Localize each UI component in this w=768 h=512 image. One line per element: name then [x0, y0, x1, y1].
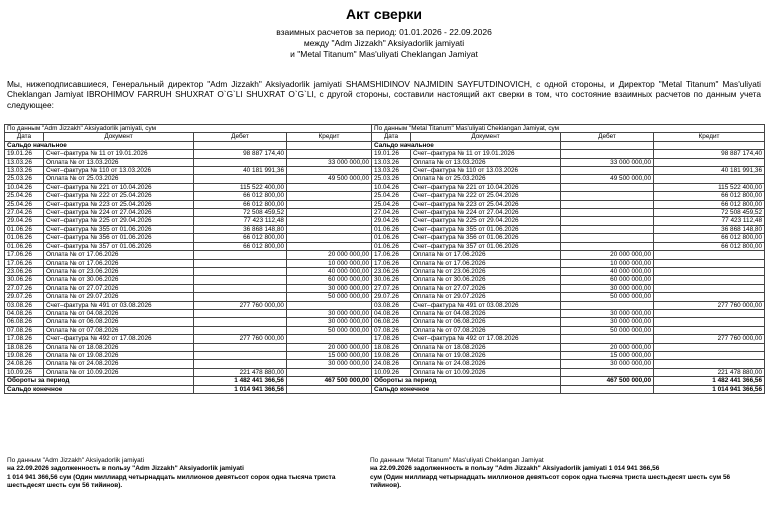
row-document: Счет–фактура № 223 от 25.04.2026: [411, 200, 561, 208]
row-date: 19.08.26: [372, 351, 411, 359]
row-document: Счет–фактура № 357 от 01.06.2026: [411, 242, 561, 250]
row-document: Счет–фактура № 356 от 01.06.2026: [411, 234, 561, 242]
right-party-header: По данным "Metal Titanum" Mas'uliyati Cheklangan Jamiyat, сум: [372, 125, 765, 133]
row-left-credit: 60 000 000,00: [287, 276, 372, 284]
row-document: Оплата № от 19.08.2026: [411, 351, 561, 359]
row-document: Счет–фактура № 221 от 10.04.2026: [44, 183, 194, 191]
row-left-credit: 30 000 000,00: [287, 360, 372, 368]
row-left-credit: 50 000 000,00: [287, 326, 372, 334]
row-document: Счет–фактура № 491 от 03.08.2026: [44, 301, 194, 309]
row-document: Оплата № от 07.08.2026: [411, 326, 561, 334]
row-right-credit: 277 760 000,00: [654, 301, 765, 309]
row-document: Счет–фактура № 11 от 19.01.2026: [411, 150, 561, 158]
table-row: [5, 175, 765, 183]
row-date: 19.01.26: [5, 150, 44, 158]
row-right-debit: 30 000 000,00: [561, 318, 654, 326]
row-date: 25.04.26: [372, 192, 411, 200]
party-a-line: между "Adm Jizzakh" Aksiyadorlik jamiyati: [303, 38, 465, 48]
row-date: 17.06.26: [5, 259, 44, 267]
row-left-credit: 40 000 000,00: [287, 267, 372, 275]
reconciliation-table: [4, 124, 765, 394]
row-date: 23.06.26: [5, 267, 44, 275]
col-date: Дата: [5, 133, 44, 141]
col-debit: Дебет: [194, 133, 287, 141]
row-left-debit: 40 181 991,36: [194, 167, 287, 175]
row-document: Счет–фактура № 355 от 01.06.2026: [44, 225, 194, 233]
row-date: 07.08.26: [372, 326, 411, 334]
row-document: Счет–фактура № 491 от 03.08.2026: [411, 301, 561, 309]
row-document: Счет–фактура № 222 от 25.04.2026: [44, 192, 194, 200]
row-document: Оплата № от 13.03.2026: [44, 158, 194, 166]
row-date: 01.06.26: [372, 225, 411, 233]
row-document: Оплата № от 04.08.2026: [44, 309, 194, 317]
row-date: 30.06.26: [372, 276, 411, 284]
row-right-debit: 30 000 000,00: [561, 309, 654, 317]
row-document: Оплата № от 24.08.2026: [411, 360, 561, 368]
table-row: [5, 326, 765, 334]
row-right-debit: [561, 200, 654, 208]
row-right-credit: 277 760 000,00: [654, 335, 765, 343]
row-document: Оплата № от 17.06.2026: [411, 259, 561, 267]
row-right-debit: 15 000 000,00: [561, 351, 654, 359]
row-document: Оплата № от 23.06.2026: [44, 267, 194, 275]
row-left-debit: [194, 276, 287, 284]
row-right-credit: [654, 276, 765, 284]
row-date: 04.08.26: [372, 309, 411, 317]
row-date: 13.03.26: [5, 158, 44, 166]
turnover-left-credit: 467 500 000,00: [287, 377, 372, 385]
row-date: 01.06.26: [372, 242, 411, 250]
row-document: Оплата № от 17.06.2026: [411, 251, 561, 259]
row-right-debit: 20 000 000,00: [561, 251, 654, 259]
row-document: Оплата № от 24.08.2026: [44, 360, 194, 368]
row-right-debit: [561, 234, 654, 242]
table-row: [5, 284, 765, 292]
table-row: [5, 276, 765, 284]
party-b-line: и "Metal Titanum" Mas'uliyati Cheklangan Jamiyat: [290, 49, 478, 59]
row-left-debit: [194, 343, 287, 351]
table-row: [5, 267, 765, 275]
row-left-debit: [194, 293, 287, 301]
row-document: Счет–фактура № 355 от 01.06.2026: [411, 225, 561, 233]
row-right-debit: [561, 242, 654, 250]
row-left-debit: [194, 158, 287, 166]
row-document: Счет–фактура № 225 от 29.04.2026: [44, 217, 194, 225]
row-document: Оплата № от 19.08.2026: [44, 351, 194, 359]
table-row: [5, 343, 765, 351]
row-right-credit: 77 423 112,48: [654, 217, 765, 225]
row-date: 18.08.26: [5, 343, 44, 351]
col-credit: Кредит: [287, 133, 372, 141]
row-left-credit: [287, 183, 372, 191]
row-left-credit: [287, 200, 372, 208]
row-right-debit: 30 000 000,00: [561, 284, 654, 292]
row-left-credit: 15 000 000,00: [287, 351, 372, 359]
row-right-credit: [654, 343, 765, 351]
row-right-credit: 36 868 148,80: [654, 225, 765, 233]
row-left-debit: 115 522 400,00: [194, 183, 287, 191]
row-left-credit: 30 000 000,00: [287, 318, 372, 326]
table-row: [5, 309, 765, 317]
row-date: 29.07.26: [5, 293, 44, 301]
row-right-credit: [654, 259, 765, 267]
row-right-credit: [654, 351, 765, 359]
row-document: Оплата № от 25.03.2026: [44, 175, 194, 183]
row-right-debit: 60 000 000,00: [561, 276, 654, 284]
table-row: [5, 301, 765, 309]
row-date: 27.04.26: [5, 209, 44, 217]
footer-left: [7, 457, 367, 490]
row-right-debit: [561, 183, 654, 191]
row-date: 03.08.26: [372, 301, 411, 309]
row-left-debit: [194, 326, 287, 334]
row-right-debit: [561, 167, 654, 175]
row-left-credit: [287, 167, 372, 175]
col-document: Документ: [44, 133, 194, 141]
table-row: [5, 234, 765, 242]
row-date: 17.06.26: [372, 259, 411, 267]
col-credit: Кредит: [654, 133, 765, 141]
row-right-credit: 221 478 880,00: [654, 368, 765, 376]
row-right-debit: 50 000 000,00: [561, 293, 654, 301]
row-document: Оплата № от 17.06.2026: [44, 251, 194, 259]
row-right-debit: 50 000 000,00: [561, 326, 654, 334]
row-document: Счет–фактура № 110 от 13.03.2026: [44, 167, 194, 175]
footer-left-party: По данным "Adm Jizzakh" Aksiyadorlik jamiyati: [7, 457, 145, 464]
row-date: 25.04.26: [5, 192, 44, 200]
table-row: [5, 167, 765, 175]
row-right-debit: 40 000 000,00: [561, 267, 654, 275]
row-right-credit: [654, 360, 765, 368]
row-document: Оплата № от 29.07.2026: [44, 293, 194, 301]
row-date: 17.06.26: [5, 251, 44, 259]
footer-right-amount-words: сум (Один миллиард четырнадцать миллионов девятьсот сорок одна тысяча триста шестьдесят шесть сум 56 тийинов).: [370, 473, 731, 489]
row-left-credit: [287, 368, 372, 376]
row-date: 29.04.26: [372, 217, 411, 225]
row-left-credit: [287, 242, 372, 250]
row-date: 29.07.26: [372, 293, 411, 301]
row-right-credit: 66 012 800,00: [654, 200, 765, 208]
table-row: [5, 242, 765, 250]
row-document: Оплата № от 06.08.2026: [411, 318, 561, 326]
row-right-credit: 72 508 459,52: [654, 209, 765, 217]
row-document: Оплата № от 10.09.2026: [44, 368, 194, 376]
row-date: 10.09.26: [5, 368, 44, 376]
closing-right-credit: 1 014 941 366,56: [654, 385, 765, 393]
row-date: 29.04.26: [5, 217, 44, 225]
row-document: Оплата № от 06.08.2026: [44, 318, 194, 326]
row-left-debit: [194, 267, 287, 275]
row-document: Оплата № от 04.08.2026: [411, 309, 561, 317]
table-row: [5, 293, 765, 301]
table-row: [5, 192, 765, 200]
row-date: 13.03.26: [372, 167, 411, 175]
row-left-credit: 20 000 000,00: [287, 343, 372, 351]
row-right-debit: 30 000 000,00: [561, 360, 654, 368]
row-left-debit: [194, 351, 287, 359]
row-date: 10.04.26: [5, 183, 44, 191]
row-date: 25.04.26: [5, 200, 44, 208]
row-right-debit: [561, 209, 654, 217]
row-right-debit: [561, 225, 654, 233]
row-left-credit: 10 000 000,00: [287, 259, 372, 267]
table-row: [5, 183, 765, 191]
row-date: 27.04.26: [372, 209, 411, 217]
row-left-debit: [194, 251, 287, 259]
row-document: Счет–фактура № 223 от 25.04.2026: [44, 200, 194, 208]
row-document: Оплата № от 13.03.2026: [411, 158, 561, 166]
turnover-left-debit: 1 482 441 366,56: [194, 377, 287, 385]
table-row: [5, 351, 765, 359]
row-document: Счет–фактура № 222 от 25.04.2026: [411, 192, 561, 200]
document-title: Акт сверки: [345, 6, 423, 22]
row-left-credit: 49 500 000,00: [287, 175, 372, 183]
row-right-credit: 98 887 174,40: [654, 150, 765, 158]
row-right-debit: [561, 192, 654, 200]
row-left-debit: [194, 309, 287, 317]
row-date: 06.08.26: [5, 318, 44, 326]
row-document: Оплата № от 23.06.2026: [411, 267, 561, 275]
row-right-debit: [561, 150, 654, 158]
footer-left-amount-words: 1 014 941 366,56 сум (Один миллиард четырнадцать миллионов девятьсот сорок одна тысяча триста шестьдесят шесть сум 56 тийинов).: [7, 473, 336, 489]
table-row: [5, 200, 765, 208]
row-document: Оплата № от 29.07.2026: [411, 293, 561, 301]
closing-left-debit: 1 014 941 366,56: [194, 385, 287, 393]
row-date: 03.08.26: [5, 301, 44, 309]
opening-balance-label: Сальдо начальное: [5, 141, 194, 149]
row-right-credit: [654, 251, 765, 259]
row-date: 13.03.26: [372, 158, 411, 166]
row-document: Счет–фактура № 224 от 27.04.2026: [411, 209, 561, 217]
row-date: 19.01.26: [372, 150, 411, 158]
row-left-credit: 30 000 000,00: [287, 284, 372, 292]
left-party-header: По данным "Adm Jizzakh" Aksiyadorlik jamiyati, сум: [5, 125, 372, 133]
table-row: [5, 368, 765, 376]
row-left-debit: 36 868 148,80: [194, 225, 287, 233]
row-date: 01.06.26: [5, 234, 44, 242]
table-row: [5, 217, 765, 225]
row-right-debit: [561, 335, 654, 343]
col-debit: Дебет: [561, 133, 654, 141]
row-date: 01.06.26: [372, 234, 411, 242]
row-left-debit: [194, 259, 287, 267]
table-row: [5, 225, 765, 233]
row-left-credit: [287, 217, 372, 225]
row-left-debit: [194, 318, 287, 326]
row-left-credit: 20 000 000,00: [287, 251, 372, 259]
row-left-debit: 72 508 459,52: [194, 209, 287, 217]
row-left-credit: [287, 301, 372, 309]
row-right-debit: [561, 301, 654, 309]
row-date: 10.09.26: [372, 368, 411, 376]
table-row: [5, 318, 765, 326]
row-right-credit: [654, 309, 765, 317]
row-right-credit: [654, 318, 765, 326]
row-date: 27.07.26: [372, 284, 411, 292]
row-right-debit: [561, 217, 654, 225]
row-date: 01.06.26: [5, 242, 44, 250]
row-right-credit: 115 522 400,00: [654, 183, 765, 191]
row-document: Счет–фактура № 356 от 01.06.2026: [44, 234, 194, 242]
row-right-credit: [654, 293, 765, 301]
row-right-credit: [654, 326, 765, 334]
row-left-credit: [287, 225, 372, 233]
row-date: 30.06.26: [5, 276, 44, 284]
row-date: 27.07.26: [5, 284, 44, 292]
table-row: [5, 158, 765, 166]
row-right-debit: [561, 368, 654, 376]
table-row: [5, 251, 765, 259]
row-document: Оплата № от 30.06.2026: [411, 276, 561, 284]
row-right-debit: 20 000 000,00: [561, 343, 654, 351]
row-left-debit: 66 012 800,00: [194, 234, 287, 242]
row-date: 13.03.26: [5, 167, 44, 175]
row-left-credit: [287, 150, 372, 158]
row-document: Счет–фактура № 221 от 10.04.2026: [411, 183, 561, 191]
closing-balance-label: Сальдо конечное: [5, 385, 194, 393]
row-right-debit: 49 500 000,00: [561, 175, 654, 183]
row-document: Оплата № от 18.08.2026: [44, 343, 194, 351]
row-right-debit: 33 000 000,00: [561, 158, 654, 166]
row-left-debit: 77 423 112,48: [194, 217, 287, 225]
row-right-credit: 66 012 800,00: [654, 234, 765, 242]
row-document: Оплата № от 27.07.2026: [44, 284, 194, 292]
row-date: 19.08.26: [5, 351, 44, 359]
row-document: Оплата № от 07.08.2026: [44, 326, 194, 334]
row-left-debit: 277 760 000,00: [194, 335, 287, 343]
row-document: Счет–фактура № 224 от 27.04.2026: [44, 209, 194, 217]
row-left-debit: 66 012 800,00: [194, 200, 287, 208]
period-line: взаимных расчетов за период: 01.01.2026 - 22.09.2026: [276, 27, 492, 37]
row-date: 17.08.26: [5, 335, 44, 343]
row-date: 07.08.26: [5, 326, 44, 334]
row-date: 17.06.26: [372, 251, 411, 259]
row-left-debit: [194, 360, 287, 368]
closing-balance-label: Сальдо конечное: [372, 385, 561, 393]
row-date: 06.08.26: [372, 318, 411, 326]
footer-right-debt-line: на 22.09.2026 задолженность в пользу "Adm Jizzakh" Aksiyadorlik jamiyati 1 014 941 366,56: [370, 465, 660, 473]
table-row: [5, 209, 765, 217]
turnover-label: Обороты за период: [372, 377, 561, 385]
footer-left-debt-line: на 22.09.2026 задолженность в пользу "Adm Jizzakh" Aksiyadorlik jamiyati: [7, 465, 244, 473]
row-left-credit: 50 000 000,00: [287, 293, 372, 301]
row-left-debit: [194, 175, 287, 183]
row-date: 01.06.26: [5, 225, 44, 233]
footer-right-party: По данным "Metal Titanum" Mas'uliyati Cheklangan Jamiyat: [370, 457, 544, 464]
table-row: [5, 150, 765, 158]
row-document: Оплата № от 17.06.2026: [44, 259, 194, 267]
row-date: 25.03.26: [372, 175, 411, 183]
row-document: Счет–фактура № 357 от 01.06.2026: [44, 242, 194, 250]
row-left-credit: [287, 234, 372, 242]
row-left-debit: 277 760 000,00: [194, 301, 287, 309]
row-document: Счет–фактура № 492 от 17.08.2026: [44, 335, 194, 343]
row-left-credit: [287, 192, 372, 200]
row-document: Счет–фактура № 11 от 19.01.2026: [44, 150, 194, 158]
row-right-credit: 40 181 991,36: [654, 167, 765, 175]
row-left-debit: 98 887 174,40: [194, 150, 287, 158]
turnover-label: Обороты за период: [5, 377, 194, 385]
row-date: 24.08.26: [5, 360, 44, 368]
row-right-credit: 66 012 800,00: [654, 192, 765, 200]
table-row: [5, 335, 765, 343]
col-date: Дата: [372, 133, 411, 141]
row-date: 24.08.26: [372, 360, 411, 368]
row-document: Оплата № от 30.06.2026: [44, 276, 194, 284]
row-right-credit: [654, 284, 765, 292]
turnover-right-credit: 1 482 441 366,56: [654, 377, 765, 385]
row-date: 23.06.26: [372, 267, 411, 275]
row-right-debit: 10 000 000,00: [561, 259, 654, 267]
row-date: 10.04.26: [372, 183, 411, 191]
intro-paragraph: Мы, нижеподписавшиеся, Генеральный директор "Adm Jizzakh" Aksiyadorlik jamiyati SHAMSHIDINOV NAJMIDIN SAYFUTDINOVICH, с одной стороны, и Директор "Metal Titanum" Mas'uliyati Cheklangan Jamiyat IBROHIMOV FARRUH SHUXRAT O`G`LI SHUXRAT O`G`LI, с другой стороны, составили настоящий акт сверки в том, что состояние взаимных расчетов по данным учета следующее:: [7, 79, 761, 110]
row-left-debit: [194, 284, 287, 292]
row-document: Счет–фактура № 492 от 17.08.2026: [411, 335, 561, 343]
row-document: Оплата № от 18.08.2026: [411, 343, 561, 351]
row-date: 18.08.26: [372, 343, 411, 351]
row-date: 04.08.26: [5, 309, 44, 317]
row-date: 17.08.26: [372, 335, 411, 343]
row-left-credit: [287, 335, 372, 343]
row-document: Счет–фактура № 110 от 13.03.2026: [411, 167, 561, 175]
row-right-credit: [654, 158, 765, 166]
table-row: [5, 360, 765, 368]
row-right-credit: 66 012 800,00: [654, 242, 765, 250]
row-left-credit: 33 000 000,00: [287, 158, 372, 166]
row-document: Счет–фактура № 225 от 29.04.2026: [411, 217, 561, 225]
row-left-credit: 30 000 000,00: [287, 309, 372, 317]
table-row: [5, 259, 765, 267]
opening-balance-label: Сальдо начальное: [372, 141, 561, 149]
footer-right: [370, 457, 755, 490]
row-left-credit: [287, 209, 372, 217]
row-left-debit: 66 012 800,00: [194, 192, 287, 200]
row-document: Оплата № от 27.07.2026: [411, 284, 561, 292]
row-date: 25.04.26: [372, 200, 411, 208]
row-left-debit: 66 012 800,00: [194, 242, 287, 250]
row-left-debit: 221 478 880,00: [194, 368, 287, 376]
col-document: Документ: [411, 133, 561, 141]
row-document: Оплата № от 10.09.2026: [411, 368, 561, 376]
row-right-credit: [654, 267, 765, 275]
turnover-right-debit: 467 500 000,00: [561, 377, 654, 385]
row-right-credit: [654, 175, 765, 183]
row-document: Оплата № от 25.03.2026: [411, 175, 561, 183]
row-date: 25.03.26: [5, 175, 44, 183]
